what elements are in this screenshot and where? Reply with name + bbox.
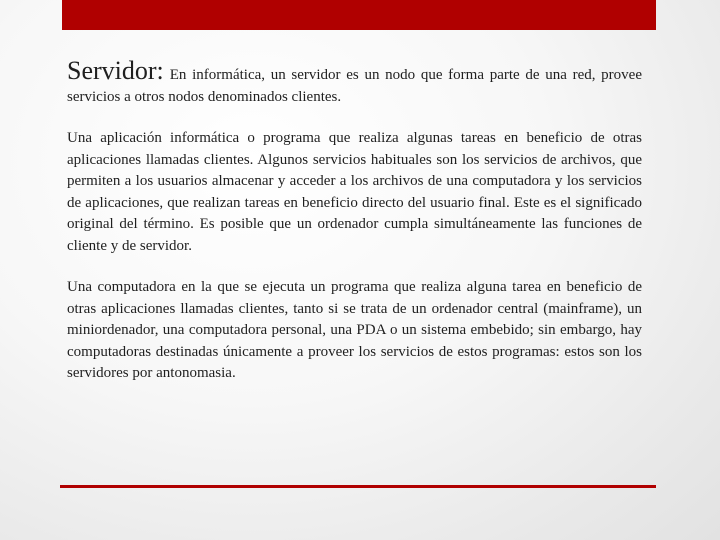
definition-text: En informática, un servidor es un nodo que forma parte de una red, provee servicios a otros nodos denominados clientes.: [67, 67, 642, 105]
term-heading: Servidor:: [67, 56, 164, 85]
paragraph-2: Una aplicación informática o programa que realiza algunas tareas en beneficio de otras aplicaciones llamadas clientes. Algunos servicios habituales son los servicios de archivos, que permiten a los usuarios almacenar y acceder a los archivos de una computadora y los servicios de aplicaciones, que realizan tareas en beneficio directo del usuario final. Este es el significado original del término. Es posible que un ordenador cumpla simultáneamente las funciones de cliente y de servidor.: [67, 130, 642, 254]
slide-content: [67, 56, 642, 405]
definition-paragraph: [67, 56, 642, 108]
top-accent-bar: [62, 0, 656, 30]
paragraph-3: Una computadora en la que se ejecuta un programa que realiza alguna tarea en beneficio de otras aplicaciones llamadas clientes, tanto si se trata de un ordenador central (mainframe), un miniordenador, una computadora personal, una PDA o un sistema embebido; sin embargo, hay computadoras destinadas únicamente a proveer los servicios de estos programas: estos son los servidores por antonomasia.: [67, 279, 642, 381]
bottom-accent-rule: [60, 485, 656, 488]
